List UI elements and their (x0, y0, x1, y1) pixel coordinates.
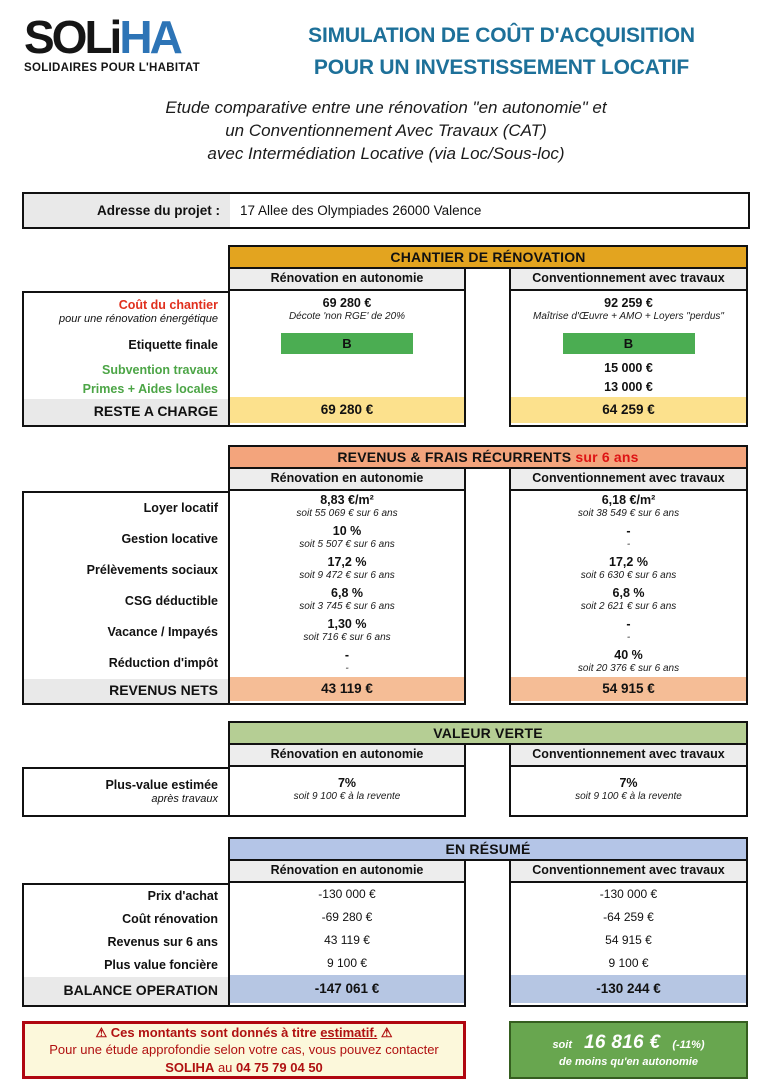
valeur-verte-col-autonomie (228, 767, 466, 817)
value-cell: 69 280 € Décote 'non RGE' de 20% (288, 296, 406, 323)
resume-col-autonomie (228, 883, 466, 1007)
column-gap (466, 269, 509, 291)
column-header-conventionnement: Conventionnement avec travaux (509, 269, 748, 291)
value-cell: 1,30 % soit 716 € sur 6 ans (303, 616, 391, 643)
logo-part-black: SOLi (24, 11, 120, 63)
value-cell (230, 359, 464, 378)
phone-number: 04 75 79 04 50 (236, 1059, 323, 1075)
value-cell (230, 378, 464, 397)
label-reduction-impot: Réduction d'impôt (108, 655, 218, 670)
chantier-labels (22, 291, 228, 427)
address-value: 17 Allee des Olympiades 26000 Valence (230, 194, 748, 227)
valeur-verte-column-headers (228, 745, 748, 767)
column-gap (466, 745, 509, 767)
savings-amount-row (511, 1032, 746, 1054)
value-cell: -69 280 € (321, 910, 373, 925)
savings-prefix: soit (552, 1038, 572, 1051)
revenus-section-header: REVENUS & FRAIS RÉCURRENTS sur 6 ans (228, 445, 748, 469)
logo-wordmark (24, 11, 249, 63)
valeur-verte-section-header: VALEUR VERTE (228, 721, 748, 745)
address-label: Adresse du projet : (24, 194, 230, 227)
energy-label-badge: B (563, 333, 695, 354)
value-cell: - - (626, 523, 631, 550)
label-loyer-locatif: Loyer locatif (143, 500, 218, 515)
label-csg-deductible: CSG déductible (124, 593, 218, 608)
chantier-section-header: CHANTIER DE RÉNOVATION (228, 245, 748, 269)
value-cell: 92 259 € Maîtrise d'Œuvre + AMO + Loyers "perdus" (533, 296, 724, 323)
logo-tagline: SOLIDAIRES POUR L'HABITAT (24, 62, 200, 74)
header (0, 0, 772, 83)
label-revenus-6ans: Revenus sur 6 ans (107, 934, 218, 949)
disclaimer-box (22, 1021, 466, 1079)
column-header-autonomie: Rénovation en autonomie (228, 269, 466, 291)
chantier-col-autonomie (228, 291, 466, 427)
column-header-autonomie: Rénovation en autonomie (228, 861, 466, 883)
total-cell: 64 259 € (511, 397, 746, 423)
value-cell: 17,2 % soit 9 472 € sur 6 ans (299, 554, 395, 581)
energy-label-cell (230, 329, 464, 359)
value-cell: 43 119 € (324, 933, 370, 948)
revenus-column-headers (228, 469, 748, 491)
revenus-data (22, 491, 748, 705)
section-resume (22, 837, 748, 1007)
energy-label-badge: B (281, 333, 413, 354)
resume-section-header: EN RÉSUMÉ (228, 837, 748, 861)
total-cell: -147 061 € (230, 975, 464, 1003)
value-cell: 6,8 % soit 2 621 € sur 6 ans (580, 585, 677, 612)
label-plus-value-estimee: Plus-value estimée après travaux (105, 777, 218, 805)
resume-column-headers (228, 861, 748, 883)
total-cell: 43 119 € (230, 677, 464, 701)
subtitle-line2: un Conventionnement Avec Travaux (CAT) (225, 120, 547, 140)
column-header-autonomie: Rénovation en autonomie (228, 469, 466, 491)
subtitle-line3: avec Intermédiation Locative (via Loc/Sous-loc) (207, 143, 565, 163)
column-header-conventionnement: Conventionnement avec travaux (509, 469, 748, 491)
total-cell: 54 915 € (511, 677, 746, 701)
label-revenus-nets: REVENUS NETS (24, 679, 228, 703)
subtitle-line1: Etude comparative entre une rénovation "en autonomie" et (165, 98, 607, 117)
resume-col-conventionnement (509, 883, 748, 1007)
savings-amount: 16 816 € (584, 1031, 661, 1053)
disclaimer-line2: Pour une étude approfondie selon votre cas, vous pouvez contacter (49, 1042, 439, 1058)
energy-label-cell (511, 329, 746, 359)
revenus-col-autonomie (228, 491, 466, 705)
footer (22, 1021, 750, 1079)
value-cell: - - (344, 647, 350, 674)
valeur-verte-data (22, 767, 748, 817)
value-cell: -130 000 € (599, 887, 658, 902)
section-revenus (22, 445, 748, 705)
savings-percent: (-11%) (672, 1038, 705, 1051)
value-cell: 6,8 % soit 3 745 € sur 6 ans (299, 585, 395, 612)
value-cell: 9 100 € (608, 956, 649, 971)
label-primes-aides: Primes + Aides locales (82, 381, 218, 396)
revenus-col-conventionnement (509, 491, 748, 705)
label-vacance-impayes: Vacance / Impayés (107, 624, 218, 639)
total-cell: 69 280 € (230, 397, 464, 423)
section-chantier (22, 245, 748, 427)
soliha-name: SOLIHA (165, 1059, 215, 1075)
label-subvention-travaux: Subvention travaux (102, 362, 218, 377)
label-cout-renovation: Coût rénovation (122, 911, 218, 926)
label-reste-a-charge: RESTE A CHARGE (24, 399, 228, 425)
value-cell: 40 % soit 20 376 € sur 6 ans (577, 647, 680, 674)
soliha-logo (24, 11, 249, 83)
value-cell: 15 000 € (604, 360, 653, 375)
label-prelevements-sociaux: Prélèvements sociaux (86, 562, 218, 577)
revenus-header-suffix: sur 6 ans (571, 448, 639, 465)
value-cell: 9 100 € (326, 956, 368, 971)
value-cell: 17,2 % soit 6 630 € sur 6 ans (580, 554, 677, 581)
page-title-line1: SIMULATION DE COÛT D'ACQUISITION (308, 24, 695, 47)
logo-part-blue: HA (119, 11, 180, 63)
warning-icon: ⚠ (380, 1024, 393, 1040)
value-cell: 13 000 € (604, 379, 653, 394)
disclaimer-line1: ⚠ Ces montants sont donnés à titre estimatif. ⚠ (95, 1024, 393, 1040)
savings-box (509, 1021, 748, 1079)
label-etiquette-finale: Etiquette finale (128, 338, 218, 353)
column-gap (466, 861, 509, 883)
chantier-data (22, 291, 748, 427)
value-cell: 8,83 €/m² soit 55 069 € sur 6 ans (296, 492, 398, 519)
chantier-column-headers (228, 269, 748, 291)
warning-icon: ⚠ (95, 1024, 108, 1040)
label-prix-achat: Prix d'achat (147, 888, 218, 903)
resume-data (22, 883, 748, 1007)
value-cell: 6,18 €/m² soit 38 549 € sur 6 ans (577, 492, 680, 519)
valeur-verte-labels (22, 767, 228, 817)
value-cell: 10 % soit 5 507 € sur 6 ans (299, 523, 395, 550)
value-cell: -64 259 € (603, 910, 654, 925)
label-plus-value-fonciere: Plus value foncière (104, 957, 218, 972)
project-address-bar (22, 192, 750, 229)
disclaimer-line3: SOLIHA au 04 75 79 04 50 (165, 1059, 323, 1075)
label-balance-operation: BALANCE OPERATION (24, 977, 228, 1005)
value-cell: -130 000 € (318, 887, 376, 902)
savings-caption: de moins qu'en autonomie (559, 1055, 698, 1068)
value-cell: 54 915 € (605, 933, 652, 948)
value-cell: - - (626, 616, 631, 643)
chantier-col-conventionnement (509, 291, 748, 427)
subtitle (0, 97, 772, 166)
revenus-labels (22, 491, 228, 705)
page-title (249, 14, 754, 83)
resume-labels (22, 883, 228, 1007)
value-cell: 7% soit 9 100 € à la revente (575, 776, 682, 803)
column-header-autonomie: Rénovation en autonomie (228, 745, 466, 767)
disclaimer-underlined-word: estimatif. (320, 1024, 378, 1040)
column-header-conventionnement: Conventionnement avec travaux (509, 861, 748, 883)
section-valeur-verte (22, 721, 748, 817)
page-title-line2: POUR UN INVESTISSEMENT LOCATIF (313, 55, 690, 79)
total-cell: -130 244 € (511, 975, 746, 1003)
value-cell: 7% soit 9 100 € à la revente (293, 776, 401, 803)
column-gap (466, 469, 509, 491)
valeur-verte-col-conventionnement (509, 767, 748, 817)
label-gestion-locative: Gestion locative (121, 531, 218, 546)
label-cout-chantier: Coût du chantier pour une rénovation énergétique (58, 297, 218, 325)
column-header-conventionnement: Conventionnement avec travaux (509, 745, 748, 767)
